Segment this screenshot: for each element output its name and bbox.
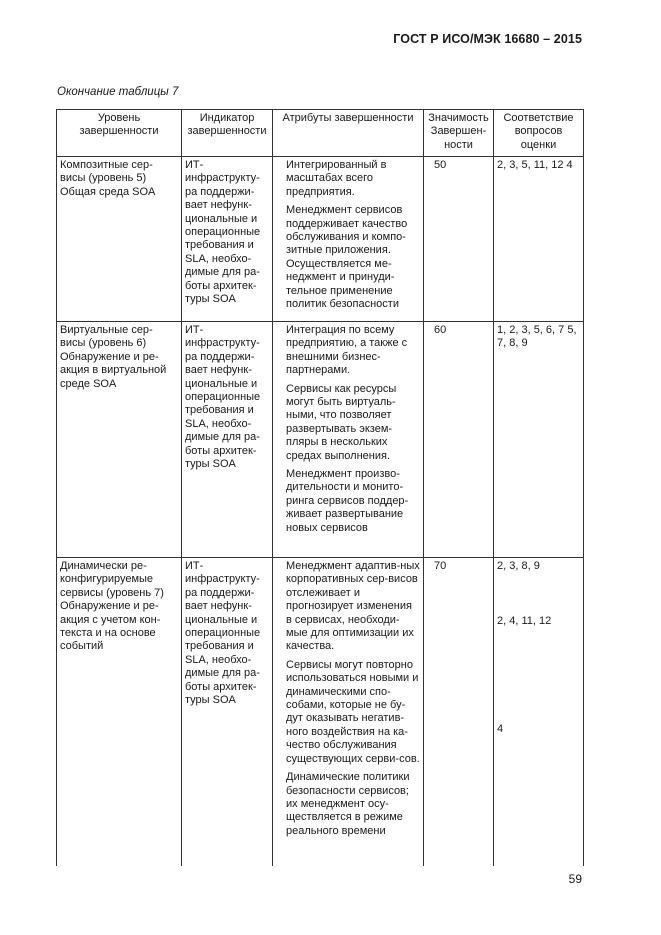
column-header-attributes: Атрибуты завершенности bbox=[273, 110, 424, 157]
attribute-text: Сервисы могут повторно использоваться новыми и динамическими спо-собами, которые не бу-дут оказывать негатив-ного воздействия на ка-чество обслуживания существующих серви-сов. bbox=[286, 658, 420, 765]
column-header-indicator: Индикатор завершенности bbox=[182, 110, 273, 157]
column-header-level: Уровень завершенности bbox=[57, 110, 182, 157]
column-header-significance: Значимость Завершен-ности bbox=[424, 110, 494, 157]
attribute-text: Менеджмент адаптив-ных корпоративных сер-висов отслеживает и прогнозирует изменения в сервисах, необходи-мые для оптимизации их качества. bbox=[286, 560, 420, 653]
significance-cell: 70 bbox=[424, 558, 494, 866]
question-ref: 2, 3, 8, 9 bbox=[497, 560, 540, 572]
questions-cell bbox=[494, 322, 584, 558]
significance-cell: 50 bbox=[424, 157, 494, 322]
attributes-cell bbox=[273, 157, 424, 322]
attribute-text: Интегрированный в масштабах всего предприятия. bbox=[286, 159, 387, 198]
question-ref: 4 bbox=[497, 722, 504, 735]
table-row bbox=[57, 322, 584, 558]
column-header-questions: Соответствие вопросов оценки bbox=[494, 110, 584, 157]
question-ref: 2, 4, 11, 12 bbox=[497, 615, 552, 628]
table-row bbox=[57, 558, 584, 866]
attribute-text: Динамические политики безопасности сервисов; их менеджмент осу-ществляется в режиме реального времени bbox=[286, 771, 410, 837]
level-cell: Динамически ре-конфигурируемые сервисы (уровень 7) Обнаружение и ре-акция с учетом кон-текста и на основе событий bbox=[57, 558, 182, 866]
table-caption: Окончание таблицы 7 bbox=[57, 86, 179, 98]
questions-cell bbox=[494, 157, 584, 322]
attributes-cell bbox=[273, 322, 424, 558]
level-cell: Виртуальные сер-висы (уровень 6) Обнаружение и ре-акция в виртуальной среде SOA bbox=[57, 322, 182, 558]
attribute-text: Сервисы как ресурсы могут быть виртуаль-ными, что позволяет развертывать экзем-пляры в нескольких средах выполнения. bbox=[286, 382, 397, 462]
attributes-cell bbox=[273, 558, 424, 866]
table-header-row bbox=[57, 110, 584, 157]
question-ref: 2, 3, 5, 11, 12 4 bbox=[497, 159, 573, 171]
indicator-cell: ИТ-инфраструкту-ра поддержи-вает нефунк-циональные и операционные требования и SLA, необхо-димые для ра-боты архитек-туры SOA bbox=[182, 558, 273, 866]
document-header: ГОСТ Р ИСО/МЭК 16680 – 2015 bbox=[393, 32, 582, 46]
indicator-cell: ИТ-инфраструкту-ра поддержи-вает нефунк-циональные и операционные требования и SLA, необхо-димые для ра-боты архитек-туры SOA bbox=[182, 157, 273, 322]
maturity-table bbox=[56, 109, 584, 866]
attribute-text: Менеджмент сервисов поддерживает качество обслуживания и компо-зитные приложения. Осуществляется ме-неджмент и принуди-тельное применение политик безопасности bbox=[286, 204, 408, 311]
questions-cell bbox=[494, 558, 584, 866]
page-number: 59 bbox=[568, 872, 582, 886]
table-row bbox=[57, 157, 584, 322]
question-ref: 1, 2, 3, 5, 6, 7 5, 7, 8, 9 bbox=[497, 324, 577, 350]
level-cell: Композитные сер-висы (уровень 5) Общая среда SOA bbox=[57, 157, 182, 322]
attribute-text: Менеджмент произво-дительности и монито-ринга сервисов поддер-живает развертывание новых сервисов bbox=[286, 468, 409, 534]
indicator-cell: ИТ-инфраструкту-ра поддержи-вает нефунк-циональные и операционные требования и SLA, необхо-димые для ра-боты архитек-туры SOA bbox=[182, 322, 273, 558]
attribute-text: Интеграция по всему предприятию, а также с внешними бизнес-партнерами. bbox=[286, 324, 408, 377]
significance-cell: 60 bbox=[424, 322, 494, 558]
